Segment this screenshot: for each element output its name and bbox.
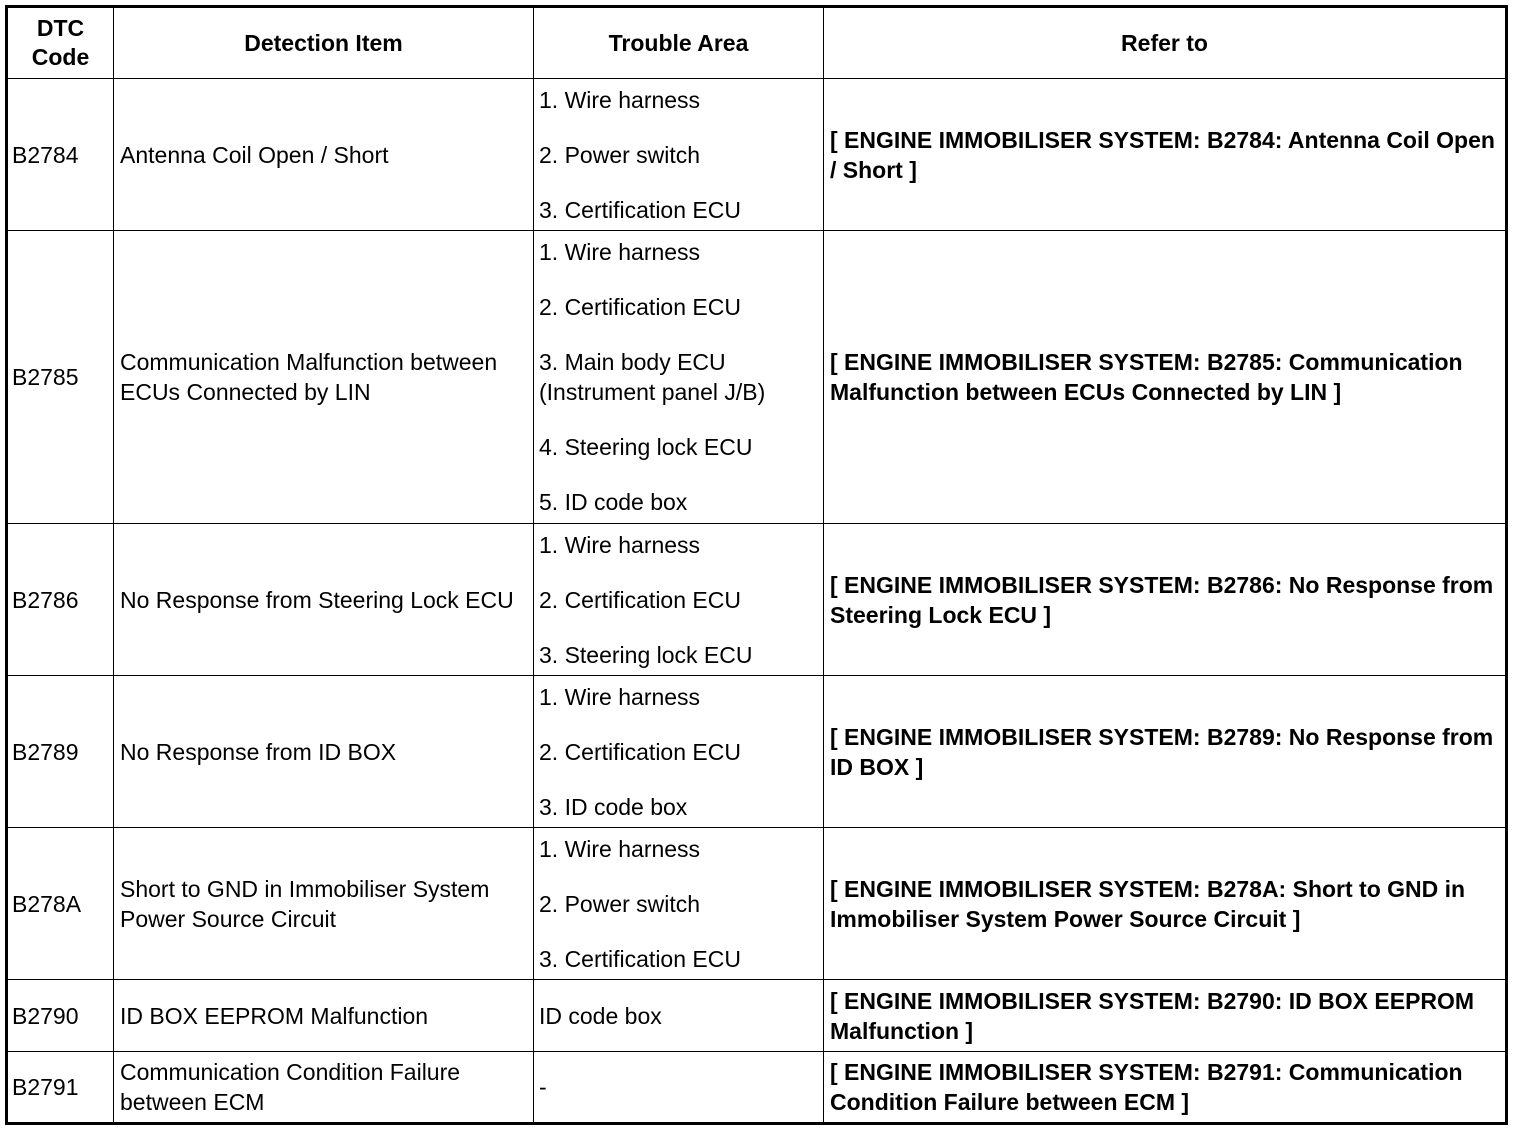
header-refer-to: Refer to [824, 7, 1507, 79]
header-dtc-code-line1: DTC [36, 15, 85, 41]
table-row [7, 79, 1507, 231]
table-row [7, 828, 1507, 980]
header-dtc-code [7, 7, 114, 79]
trouble-area-cell [534, 231, 824, 524]
refer-to-link[interactable]: [ ENGINE IMMOBILISER SYSTEM: B2786: No Response from Steering Lock ECU ] [824, 524, 1507, 676]
trouble-area-cell [534, 828, 824, 980]
refer-to-link[interactable]: [ ENGINE IMMOBILISER SYSTEM: B2791: Communication Condition Failure between ECM ] [824, 1052, 1507, 1124]
trouble-area-item: 1. Wire harness [539, 86, 701, 113]
table-row [7, 524, 1507, 676]
trouble-area-cell [534, 1052, 824, 1124]
dtc-table [5, 5, 1508, 1125]
dtc-code-cell: B2789 [7, 676, 114, 828]
detection-item-cell: Communication Malfunction between ECUs Connected by LIN [114, 231, 534, 524]
table-row [7, 231, 1507, 524]
table-row [7, 1052, 1507, 1124]
trouble-area-item: 1. Wire harness [539, 239, 701, 265]
trouble-area-item: 2. Power switch [539, 890, 701, 917]
detection-item-cell: No Response from Steering Lock ECU [114, 524, 534, 676]
dtc-code-cell: B2785 [7, 231, 114, 524]
detection-item-cell: Antenna Coil Open / Short [114, 79, 534, 231]
trouble-area-item: 1. Wire harness [539, 835, 701, 862]
dtc-code-cell: B2786 [7, 524, 114, 676]
trouble-area-item: 2. Power switch [539, 141, 701, 168]
table-row [7, 980, 1507, 1052]
header-trouble-area: Trouble Area [534, 7, 824, 79]
trouble-area-item: 1. Wire harness [539, 531, 701, 558]
refer-to-link[interactable]: [ ENGINE IMMOBILISER SYSTEM: B2790: ID BOX EEPROM Malfunction ] [824, 980, 1507, 1052]
trouble-area-cell [534, 524, 824, 676]
header-row [7, 7, 1507, 79]
detection-item-cell: Short to GND in Immobiliser System Power Source Circuit [114, 828, 534, 980]
dtc-code-cell: B2784 [7, 79, 114, 231]
trouble-area-item: ID code box [539, 1002, 662, 1029]
trouble-area-item: 5. ID code box [539, 489, 688, 515]
table-body [7, 79, 1507, 1124]
trouble-area-item: 2. Certification ECU [539, 738, 741, 765]
trouble-area-item: 3. Steering lock ECU [539, 641, 753, 668]
dtc-code-cell: B2790 [7, 980, 114, 1052]
header-detection-item: Detection Item [114, 7, 534, 79]
detection-item-cell: Communication Condition Failure between ECM [114, 1052, 534, 1124]
trouble-area-cell [534, 79, 824, 231]
trouble-area-cell [534, 676, 824, 828]
trouble-area-item: 3. Main body ECU (Instrument panel J/B) [539, 349, 766, 405]
trouble-area-item: 1. Wire harness [539, 683, 701, 710]
dtc-code-cell: B2791 [7, 1052, 114, 1124]
refer-to-link[interactable]: [ ENGINE IMMOBILISER SYSTEM: B2784: Antenna Coil Open / Short ] [824, 79, 1507, 231]
trouble-area-item: 2. Certification ECU [539, 586, 741, 613]
dtc-code-cell: B278A [7, 828, 114, 980]
trouble-area-item: 3. ID code box [539, 793, 688, 820]
table-row [7, 676, 1507, 828]
trouble-area-item: - [539, 1074, 547, 1100]
detection-item-cell: ID BOX EEPROM Malfunction [114, 980, 534, 1052]
table-header [7, 7, 1507, 79]
detection-item-cell: No Response from ID BOX [114, 676, 534, 828]
refer-to-link[interactable]: [ ENGINE IMMOBILISER SYSTEM: B2785: Communication Malfunction between ECUs Connected by LIN ] [824, 231, 1507, 524]
trouble-area-item: 3. Certification ECU [539, 945, 741, 972]
refer-to-link[interactable]: [ ENGINE IMMOBILISER SYSTEM: B2789: No Response from ID BOX ] [824, 676, 1507, 828]
trouble-area-cell [534, 980, 824, 1052]
refer-to-link[interactable]: [ ENGINE IMMOBILISER SYSTEM: B278A: Short to GND in Immobiliser System Power Source Circuit ] [824, 828, 1507, 980]
trouble-area-item: 4. Steering lock ECU [539, 434, 753, 460]
header-dtc-code-line2: Code [31, 44, 90, 70]
trouble-area-item: 2. Certification ECU [539, 294, 741, 320]
trouble-area-item: 3. Certification ECU [539, 196, 741, 223]
